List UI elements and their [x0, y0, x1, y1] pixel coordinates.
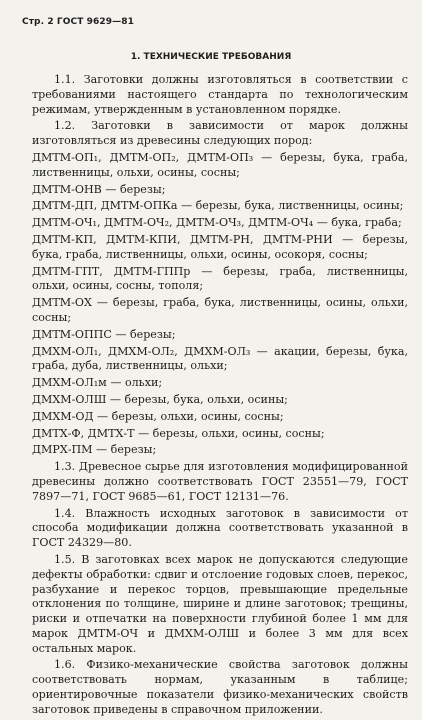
grade-list-item: ДМТМ-ОХ — березы, граба, бука, лиственницы, осины, ольхи, сосны;: [32, 296, 408, 324]
section-title: 1. ТЕХНИЧЕСКИЕ ТРЕБОВАНИЯ: [130, 52, 292, 62]
paragraph-1-6: 1.6. Физико-механические свойства заготовок должны соответствовать нормам, указанным в таблице; ориентировочные показатели физико-механических свойств заготовок приведены в справочном приложении.: [32, 658, 408, 716]
section-body: [32, 73, 408, 720]
paragraph-1-1: 1.1. Заготовки должны изготовляться в соответствии с требованиями настоящего стандарта по технологическим режимам, утвержденным в установленном порядке.: [32, 73, 408, 116]
page-header: Стр. 2 ГОСТ 9629—81: [22, 17, 134, 27]
grade-list-item: ДМТХ-Ф, ДМТХ-Т — березы, ольхи, осины, сосны;: [32, 426, 325, 440]
grade-list-item: ДМТМ-ГПТ, ДМТМ-ГППр — березы, граба, лиственницы, ольхи, осины, сосны, тополя;: [32, 264, 408, 293]
grade-list-item: ДМТМ-КП, ДМТМ-КПИ, ДМТМ-РН, ДМТМ-РНИ — березы, бука, граба, лиственницы, ольхи, осины, осокоря, сосны;: [32, 232, 408, 261]
grade-list-item: ДМТМ-ОНВ — березы;: [32, 182, 166, 196]
grade-list-item: ДМТМ-ОЧ₁, ДМТМ-ОЧ₂, ДМТМ-ОЧ₃, ДМТМ-ОЧ₄ — бука, граба;: [32, 216, 402, 230]
paragraph-1-4: 1.4. Влажность исходных заготовок в зависимости от способа модификации должна соответствовать указанной в ГОСТ 24329—80.: [32, 506, 408, 550]
paragraph-1-5: 1.5. В заготовках всех марок не допускаются следующие дефекты обработки: сдвиг и отслоение годовых слоев, перекос, разбухание и перекос торцов, превышающие предельные отклонения по толщине, ширине и длине заготовок; трещины, риски и отпечатки на поверхности глубиной более 1 мм для марок ДМТМ-ОЧ и ДМХМ-ОЛШ и более 3 мм для всех остальных марок.: [32, 552, 408, 655]
grade-list-item: ДМТМ-ОППС — березы;: [32, 327, 176, 341]
grade-list-item: ДМХМ-ОЛШ — березы, бука, ольхи, осины;: [32, 392, 288, 406]
grade-list-item: ДМТМ-ОП₁, ДМТМ-ОП₂, ДМТМ-ОП₃ — березы, бука, граба, лиственницы, ольхи, осины, сосны;: [32, 150, 408, 179]
grade-list-item: ДМРХ-ПМ — березы;: [32, 443, 157, 457]
grade-list-item: ДМХМ-ОЛ₁м — ольхи;: [32, 376, 163, 390]
paragraph-1-2: 1.2. Заготовки в зависимости от марок должны изготовляться из древесины следующих пород:: [32, 119, 408, 148]
grade-list-item: ДМХМ-ОЛ₁, ДМХМ-ОЛ₂, ДМХМ-ОЛ₃ — акации, березы, бука, граба, дуба, лиственницы, ольхи;: [32, 344, 408, 373]
grade-list-item: ДМТМ-ДП, ДМТМ-ОПКа — березы, бука, лиственницы, осины;: [32, 199, 404, 213]
paragraph-1-3: 1.3. Древесное сырье для изготовления модифицированной древесины должно соответствовать ГОСТ 23551—79, ГОСТ 7897—71, ГОСТ 9685—61, ГОСТ 12131—76.: [32, 460, 408, 503]
grade-list-item: ДМХМ-ОД — березы, ольхи, осины, сосны;: [32, 409, 284, 423]
